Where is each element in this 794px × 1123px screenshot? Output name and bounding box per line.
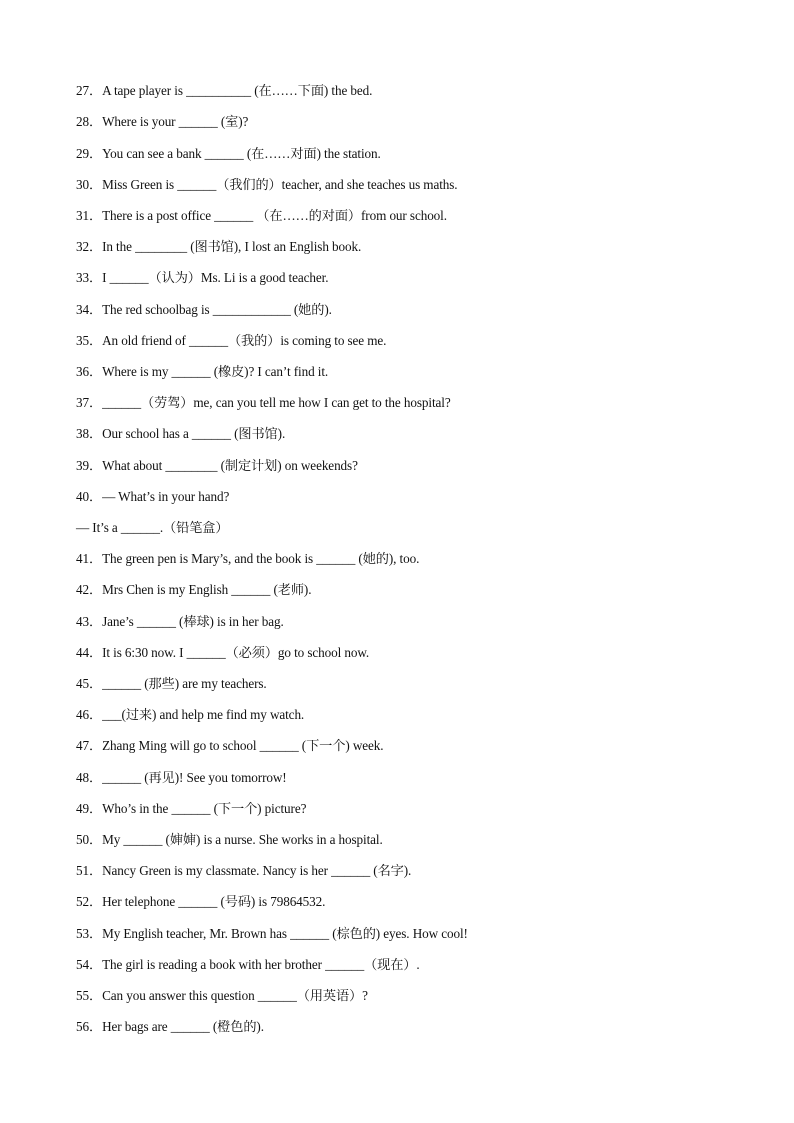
question-32: 32．In the ________ (图书馆), I lost an English book. — [76, 239, 362, 254]
question-56: 56．Her bags are ______ (橙色的). — [76, 1019, 264, 1034]
question-54: 54．The girl is reading a book with her brother ______（现在）. — [76, 957, 420, 972]
question-46: 46．___(过来) and help me find my watch. — [76, 707, 305, 722]
question-39: 39．What about ________ (制定计划) on weekends? — [76, 458, 358, 473]
question-30: 30．Miss Green is ______（我们的）teacher, and she teaches us maths. — [76, 177, 458, 192]
question-45: 45．______ (那些) are my teachers. — [76, 676, 267, 691]
question-53: 53．My English teacher, Mr. Brown has ______ (棕色的) eyes. How cool! — [76, 926, 468, 941]
question-44: 44．It is 6:30 now. I ______（必须）go to school now. — [76, 645, 370, 660]
question-33: 33．I ______（认为）Ms. Li is a good teacher. — [76, 270, 329, 285]
question-43: 43．Jane’s ______ (棒球) is in her bag. — [76, 614, 284, 629]
question-36: 36．Where is my ______ (橡皮)? I can’t find it. — [76, 364, 329, 379]
question-40: 40．— What’s in your hand? — [76, 489, 230, 504]
question-27: 27．A tape player is __________ (在……下面) the bed. — [76, 83, 373, 98]
question-50: 50．My ______ (婶婶) is a nurse. She works in a hospital. — [76, 832, 383, 847]
question-28: 28．Where is your ______ (室)? — [76, 114, 249, 129]
question-48: 48．______ (再见)! See you tomorrow! — [76, 770, 287, 785]
question-41: 41．The green pen is Mary’s, and the book is ______ (她的), too. — [76, 551, 420, 566]
question-31: 31．There is a post office ______ （在……的对面）from our school. — [76, 208, 447, 223]
question-55: 55．Can you answer this question ______（用英语）? — [76, 988, 368, 1003]
question-49: 49．Who’s in the ______ (下一个) picture? — [76, 801, 307, 816]
question-34: 34．The red schoolbag is ____________ (她的). — [76, 302, 332, 317]
question-52: 52．Her telephone ______ (号码) is 79864532. — [76, 894, 326, 909]
question-40-answer-line: — It’s a ______.（铅笔盒） — [76, 520, 229, 535]
question-51: 51．Nancy Green is my classmate. Nancy is her ______ (名字). — [76, 863, 412, 878]
question-35: 35．An old friend of ______（我的）is coming to see me. — [76, 333, 387, 348]
question-42: 42．Mrs Chen is my English ______ (老师). — [76, 582, 312, 597]
question-29: 29．You can see a bank ______ (在……对面) the station. — [76, 146, 381, 161]
question-37: 37．______（劳驾）me, can you tell me how I can get to the hospital? — [76, 395, 451, 410]
question-47: 47．Zhang Ming will go to school ______ (下一个) week. — [76, 738, 384, 753]
question-38: 38．Our school has a ______ (图书馆). — [76, 426, 286, 441]
